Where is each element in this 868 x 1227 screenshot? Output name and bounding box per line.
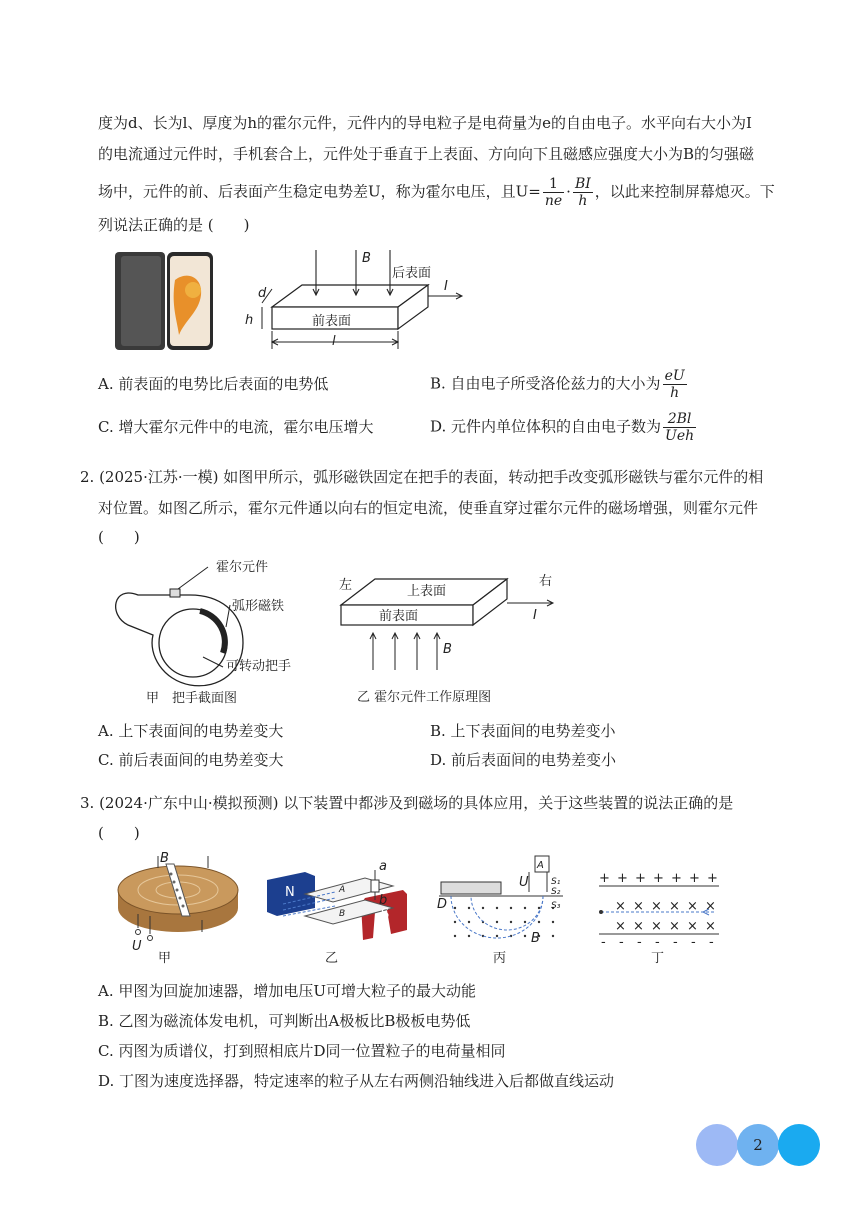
q1-option-b[interactable]: B. 自由电子所受洛伦兹力的大小为 $\frac{eU}{h}$ <box>430 368 685 401</box>
q3-stem-line-1: 3. (2024·广东中山·模拟预测) 以下装置中都涉及到磁场的具体应用，关于这些装置的说法正确的是 <box>80 794 734 812</box>
label-front-surface: 前表面 <box>312 314 352 329</box>
q1-stem-line-2: 的电流通过元件时，手机套合上，元件处于垂直于上表面、方向向下且磁感应强度大小为B的匀强磁 <box>98 145 755 163</box>
svg-text:-: - <box>637 935 642 950</box>
svg-text:-: - <box>619 935 624 950</box>
velocity-selector-figure <box>595 870 725 966</box>
q1-formula-frac-1: $\frac{1}{ne}$ <box>544 176 563 209</box>
caption-jia: 甲 把手截面图 <box>146 691 238 706</box>
q2-hall-principle-figure <box>335 565 565 707</box>
caption-yi: 乙 霍尔元件工作原理图 <box>357 690 492 705</box>
q1-hall-element-figure <box>240 245 470 355</box>
label-S: S <box>381 907 390 922</box>
label-A: A <box>339 885 346 895</box>
spectro-label-B: B <box>531 931 540 946</box>
cyclotron-label-B: B <box>160 851 169 866</box>
page-dot-3 <box>778 1124 820 1166</box>
label-back-surface: 后表面 <box>392 266 432 281</box>
q1-formula-dot: · <box>566 182 571 201</box>
resistor <box>371 880 379 892</box>
q1-stem-line-3-text: 场中，元件的前、后表面产生稳定电势差U，称为霍尔电压，且U= <box>98 182 541 201</box>
label-a: a <box>379 859 387 874</box>
svg-text:-: - <box>655 935 660 950</box>
label-h: h <box>245 313 254 328</box>
mass-spectrometer-figure <box>435 850 570 966</box>
q1-option-c[interactable]: C. 增大霍尔元件中的电流，霍尔电压增大 <box>98 418 374 436</box>
q3-option-a[interactable]: A. 甲图为回旋加速器，增加电压U可增大粒子的最大动能 <box>98 982 477 1000</box>
svg-text:×: × <box>669 919 680 934</box>
q2-stem-line-2: 对位置。如图乙所示，霍尔元件通以向右的恒定电流，使垂直穿过霍尔元件的磁场增强，则霍尔元件 <box>98 499 759 517</box>
label-D: D <box>437 897 448 912</box>
svg-text:+: + <box>653 871 664 886</box>
svg-text:×: × <box>669 899 680 914</box>
svg-text:+: + <box>635 871 646 886</box>
svg-text:×: × <box>705 919 716 934</box>
caption-3-yi: 乙 <box>325 951 339 966</box>
svg-text:+: + <box>617 871 628 886</box>
q3-option-c[interactable]: C. 丙图为质谱仪，打到照相底片D同一位置粒子的电荷量相同 <box>98 1042 506 1060</box>
q3-option-d[interactable]: D. 丁图为速度选择器，特定速率的粒子从左右两侧沿轴线进入后都做直线运动 <box>98 1072 615 1090</box>
svg-text:×: × <box>651 919 662 934</box>
hall-element-chip <box>170 589 180 597</box>
label-I-2: I <box>533 608 537 623</box>
q3-option-b[interactable]: B. 乙图为磁流体发电机，可判断出A极板比B极板电势低 <box>98 1012 471 1030</box>
plus-row <box>599 871 718 886</box>
q1-option-d[interactable]: D. 元件内单位体积的自由电子数为 $\frac{2Bl}{\text{Ueh}}$ <box>430 411 695 444</box>
svg-text:+: + <box>689 871 700 886</box>
cyclotron-figure <box>108 850 248 965</box>
caption-3-bing: 丙 <box>493 951 507 966</box>
q2-stem-line-1: 2. (2025·江苏·一模) 如图甲所示，弧形磁铁固定在把手的表面，转动把手改变弧形磁铁与霍尔元件的相 <box>80 468 764 486</box>
q1-formula-frac-2: $\frac{BI}{h}$ <box>574 176 591 209</box>
caption-3-ding: 丁 <box>651 951 665 966</box>
spectro-label-U: U <box>519 875 529 890</box>
page-number: 2 <box>753 1136 763 1154</box>
label-S1: S₁ <box>551 877 561 887</box>
label-d: d <box>258 286 267 301</box>
q1-stem-line-3-tail: ，以此来控制屏幕熄灭。下 <box>594 182 775 201</box>
label-I: I <box>444 279 448 294</box>
arc-magnet <box>200 611 225 653</box>
label-arc-magnet: 弧形磁铁 <box>232 599 285 614</box>
phone-case-image <box>113 250 215 352</box>
label-front-surface-2: 前表面 <box>379 609 419 624</box>
q2-option-b[interactable]: B. 上下表面间的电势差变小 <box>430 722 616 740</box>
label-N: N <box>285 885 295 900</box>
svg-text:×: × <box>705 899 716 914</box>
cyclotron-label-U: U <box>132 939 142 954</box>
svg-text:×: × <box>687 899 698 914</box>
q1-stem-line-3 <box>98 176 775 209</box>
q1-stem-line-1: 度为d、长为l、厚度为h的霍尔元件，元件内的导电粒子是电荷量为e的自由电子。水平向右大小为I <box>98 114 752 132</box>
svg-text:+: + <box>671 871 682 886</box>
svg-text:-: - <box>691 935 696 950</box>
q2-option-c[interactable]: C. 前后表面间的电势差变大 <box>98 751 284 769</box>
svg-text:×: × <box>651 899 662 914</box>
photo-plate <box>441 882 501 894</box>
q2-option-d[interactable]: D. 前后表面间的电势差变小 <box>430 751 617 769</box>
minus-row <box>601 935 714 950</box>
svg-text:×: × <box>687 919 698 934</box>
label-rotatable-handle: 可转动把手 <box>226 659 292 674</box>
label-left: 左 <box>339 578 353 593</box>
svg-text:×: × <box>615 899 626 914</box>
q1-stem-line-4: 列说法正确的是 ( ) <box>98 216 250 234</box>
label-B-2: B <box>443 642 452 657</box>
q3-stem-line-2: ( ) <box>98 824 140 842</box>
field-crosses <box>615 899 716 934</box>
svg-text:×: × <box>615 919 626 934</box>
ion-paths <box>451 896 543 938</box>
label-B: B <box>362 251 371 266</box>
svg-text:-: - <box>673 935 678 950</box>
svg-text:-: - <box>601 935 606 950</box>
mhd-generator-figure <box>265 858 415 966</box>
spectro-label-A: A <box>537 860 544 871</box>
svg-text:×: × <box>633 899 644 914</box>
q2-option-a[interactable]: A. 上下表面间的电势差变大 <box>98 722 284 740</box>
label-l: l <box>332 334 336 349</box>
label-hall-element: 霍尔元件 <box>216 560 269 575</box>
q2-field-arrows <box>370 633 440 670</box>
label-top-surface: 上表面 <box>407 584 447 599</box>
q2-handle-figure <box>108 555 328 707</box>
label-S3: S₃ <box>551 901 561 911</box>
label-S2: S₂ <box>551 887 561 897</box>
svg-text:×: × <box>633 919 644 934</box>
label-b: b <box>379 893 388 908</box>
label-right: 右 <box>539 574 553 589</box>
svg-text:+: + <box>599 871 610 886</box>
svg-text:-: - <box>709 935 714 950</box>
caption-3-jia: 甲 <box>158 951 172 965</box>
page-dot-1 <box>696 1124 738 1166</box>
label-plate-B: B <box>339 909 346 919</box>
q2-stem-line-3: ( ) <box>98 528 140 546</box>
q1-option-a[interactable]: A. 前表面的电势比后表面的电势低 <box>98 375 329 393</box>
svg-text:+: + <box>707 871 718 886</box>
